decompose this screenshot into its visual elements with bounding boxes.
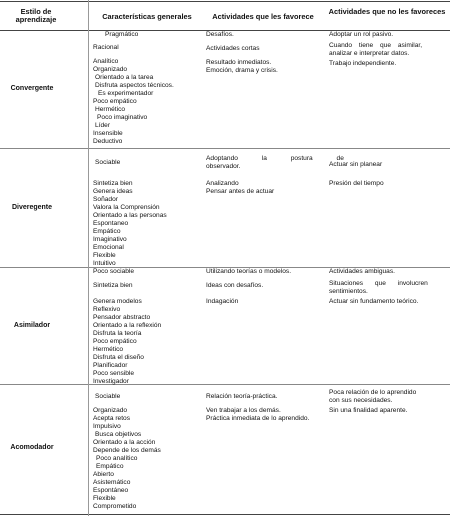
characteristic-item: Orientado a la tarea [95,74,154,81]
favor-item: Ideas con desafíos. [206,282,264,289]
characteristic-item: Disfruta la teoría [93,330,142,337]
characteristic-item: Pensador abstracto [93,314,151,321]
favor-item: Desafíos. [206,31,234,38]
characteristic-item: Intuitivo [93,260,116,267]
characteristic-item: Genera modelos [93,298,142,305]
characteristic-item: Planificador [93,362,128,369]
favor-item: Utilizando teorías o modelos. [206,268,292,275]
characteristic-item: Sintetiza bien [93,282,133,289]
characteristic-item: Poco analítico [96,455,138,462]
characteristic-item: Abierto [93,471,114,478]
disfavor-item: Actuar sin fundamento teórico. [329,298,419,305]
table-top-border [0,1,450,2]
characteristic-item: Empático [96,463,124,470]
disfavor-item: Actividades ambiguas. [329,268,395,275]
disfavor-item: Actuar sin planear [329,161,383,168]
characteristic-item: Disfruta aspectos técnicos. [95,82,174,89]
characteristic-item: Organizado [93,407,128,414]
favor-item: Emoción, drama y crisis. [206,67,278,74]
characteristic-item: Flexible [93,495,116,502]
characteristic-item: Pragmático [105,31,139,38]
favor-item: Actividades cortas [206,45,260,52]
favor-item: Indagación [206,298,239,305]
disfavor-item: Poca relación de lo aprendido [329,389,417,396]
favor-item: Adoptando la postura de [206,155,344,162]
characteristic-item: Flexible [93,252,116,259]
characteristic-item: Deductivo [93,138,123,145]
characteristic-item: Imaginativo [93,236,127,243]
disfavor-item: con sus necesidades. [329,397,393,404]
characteristic-item: Es experimentador [98,90,154,97]
characteristic-item: Organizado [93,66,128,73]
characteristic-item: Emocional [93,244,124,251]
characteristic-item: Valora la Comprensión [93,204,160,211]
characteristic-item: Orientado a la acción [93,439,156,446]
favor-item: Analizando [206,180,239,187]
row-divider-3 [0,384,450,385]
header-style: Estilo de aprendizaje [15,7,57,25]
characteristic-item: Empático [93,228,121,235]
characteristic-item: Insensible [93,130,123,137]
disfavor-item: Presión del tiempo [329,180,384,187]
characteristic-item: Poco sensible [93,370,135,377]
header-favor: Actividades que les favorece [212,12,314,21]
characteristic-item: Poco imaginativo [97,114,148,121]
characteristic-item: Espontáneo [93,487,129,494]
characteristic-item: Disfruta el diseño [93,354,144,361]
characteristic-item: Sociable [95,159,121,166]
favor-item: Práctica inmediata de lo aprendido. [206,415,310,422]
characteristic-item: Depende de los demás [93,447,161,454]
disfavor-item: Situaciones que involucren [329,280,428,287]
favor-item: Ven trabajar a los demás. [206,407,281,414]
style-diveregente: Diveregente [11,204,53,211]
characteristic-item: Poco sociable [93,268,135,275]
characteristic-item: Líder [95,122,111,129]
characteristic-item: Orientado a la reflexión [93,322,162,329]
style-convergente: Convergente [10,85,54,92]
characteristic-item: Genera ideas [93,188,133,195]
characteristic-item: Impulsivo [93,423,121,430]
characteristic-item: Espontaneo [93,220,129,227]
disfavor-item: Sin una finalidad aparente. [329,407,408,414]
characteristic-item: Sintetiza bien [93,180,133,187]
characteristic-item: Sociable [95,393,121,400]
characteristic-item: Poco empático [93,338,137,345]
favor-item: Resultado inmediatos. [206,59,272,66]
header-characteristics: Características generales [102,12,192,21]
favor-item: observador. [206,163,241,170]
characteristic-item: Hermético [93,346,124,353]
disfavor-item: analizar e interpretar datos. [329,50,410,57]
characteristic-item: Asistemático [93,479,131,486]
characteristic-item: Investigador [93,378,129,385]
style-asimilador: Asimilador [13,322,51,329]
characteristic-item: Acepta retos [93,415,131,422]
favor-item: Pensar antes de actuar [206,188,275,195]
disfavor-item: sentimientos. [329,288,368,295]
table-bottom-border [0,514,450,515]
row-divider-1 [0,148,450,149]
style-acomodador: Acomodador [10,444,54,451]
favor-item: Relación teoría-práctica. [206,393,278,400]
characteristic-item: Reflexivo [93,306,121,313]
characteristic-item: Hermético [95,106,126,113]
characteristic-item: Poco empático [93,98,137,105]
disfavor-item: Trabajo independiente. [329,60,397,67]
disfavor-item: Adoptar un rol pasivo. [329,31,394,38]
characteristic-item: Busca objetivos [95,431,142,438]
characteristic-item: Comprometido [93,503,137,510]
characteristic-item: Soñador [93,196,118,203]
characteristic-item: Analítico [93,58,119,65]
column-divider-1 [88,0,89,516]
characteristic-item: Orientado a las personas [93,212,167,219]
characteristic-item: Racional [93,44,119,51]
disfavor-item: Cuando tiene que asimilar, [329,42,423,49]
header-disfavor: Actividades que no les favoreces [328,7,446,16]
